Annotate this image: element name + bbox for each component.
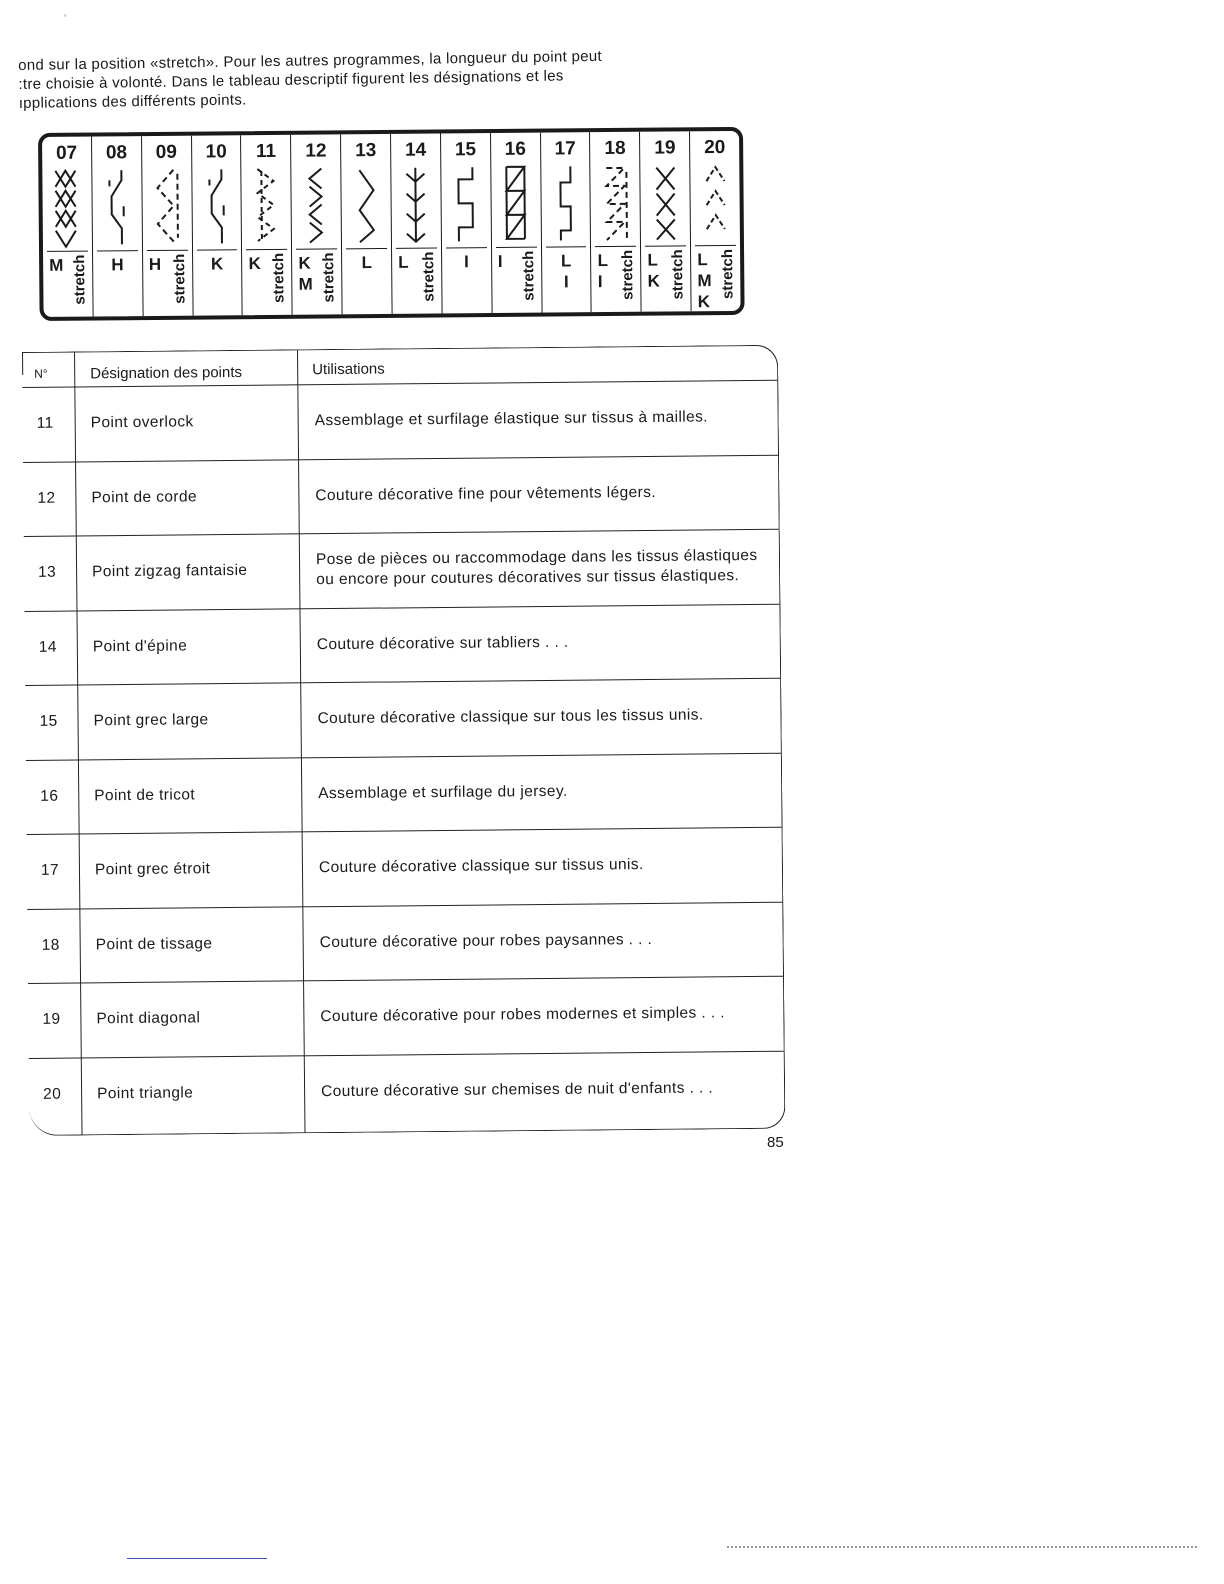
setting-letter: I — [497, 251, 503, 271]
stitch-number: 07 — [55, 142, 78, 164]
setting-letters — [697, 249, 712, 312]
stitch-number: 18 — [604, 137, 626, 160]
stitch-number: 08 — [105, 142, 128, 164]
table-row — [27, 901, 783, 984]
stitch-pattern-icon — [690, 161, 740, 243]
stitch-number-cell: 11 — [36, 414, 54, 433]
stitch-pattern-icon — [341, 164, 391, 246]
stitch-column-18 — [590, 132, 641, 312]
setting-letter: L — [597, 251, 609, 271]
stitch-number-cell: 15 — [39, 712, 58, 731]
setting-letters — [597, 250, 608, 292]
setting-letters — [298, 253, 313, 295]
panel-divider — [496, 247, 537, 248]
stitch-number-cell: 13 — [38, 563, 57, 582]
stitch-number: 20 — [704, 137, 726, 159]
stitch-number: 16 — [504, 138, 526, 160]
stitch-column-17 — [541, 132, 592, 312]
panel-divider — [595, 246, 636, 247]
stitch-pattern-icon — [192, 165, 242, 247]
setting-letter: L — [647, 250, 658, 270]
stitch-name-cell: Point zigzag fantaisie — [92, 562, 248, 581]
panel-divider — [396, 248, 437, 249]
page-number: 85 — [767, 1134, 784, 1151]
setting-letter: L — [560, 251, 572, 271]
stitch-column-12 — [291, 134, 342, 314]
stitch-column-15 — [441, 133, 492, 313]
panel-divider — [645, 245, 686, 246]
stretch-label: stretch — [619, 249, 637, 300]
setting-letter: K — [248, 254, 261, 274]
stitch-number: 12 — [305, 140, 327, 162]
table-row — [26, 752, 782, 835]
stitch-use-cell: Couture décorative sur tabliers . . . — [316, 633, 569, 653]
setting-letters — [248, 253, 260, 274]
table-row — [25, 678, 781, 761]
scan-mark: ʼ — [64, 14, 67, 25]
stitch-column-14 — [391, 133, 442, 313]
stitch-column-19 — [640, 131, 691, 311]
table-row — [22, 380, 778, 463]
table-row — [27, 827, 783, 910]
stitch-number-cell: 19 — [42, 1010, 61, 1029]
intro-line: ond sur la position «stretch». Pour les autres programmes, la longueur du point peut — [18, 47, 603, 74]
table-row — [28, 976, 784, 1059]
table-row — [23, 454, 779, 537]
underline-rule — [127, 1558, 267, 1559]
setting-letter: K — [647, 271, 660, 291]
stitch-number-cell: 17 — [40, 861, 60, 880]
panel-divider — [296, 248, 337, 249]
panel-divider — [47, 251, 88, 252]
stitch-name-cell: Point triangle — [97, 1084, 194, 1103]
stitch-designation-table — [22, 345, 785, 1136]
setting-letter: K — [298, 253, 311, 273]
setting-letter: K — [697, 292, 711, 312]
setting-letters — [342, 252, 391, 273]
stretch-label: stretch — [320, 252, 338, 303]
stitch-column-16 — [491, 133, 542, 313]
stitch-pattern-icon — [92, 166, 142, 248]
stretch-label: stretch — [519, 250, 538, 301]
panel-divider — [147, 250, 188, 251]
setting-letter: I — [597, 272, 603, 292]
panel-divider — [446, 247, 487, 248]
stitch-use-cell: Couture décorative pour robes modernes et simples . . . — [320, 1004, 725, 1026]
stitch-column-10 — [192, 135, 243, 315]
stitch-pattern-icon — [641, 161, 691, 243]
stitch-pattern-icon — [242, 165, 292, 247]
stitch-pattern-icon — [491, 163, 541, 245]
stitch-number: 15 — [454, 139, 477, 161]
stitch-use-cell: Assemblage et surfilage du jersey. — [318, 782, 568, 802]
stitch-use-cell: Couture décorative pour robes paysannes . . . — [319, 930, 653, 951]
stitch-number: 13 — [355, 140, 377, 162]
stitch-number-cell: 16 — [40, 787, 59, 805]
stitch-pattern-icon — [142, 166, 192, 248]
stitch-number-cell: 20 — [43, 1085, 62, 1103]
stretch-label: stretch — [669, 249, 687, 300]
setting-letter: K — [210, 254, 224, 274]
setting-letter: I — [563, 272, 569, 292]
header-number: N° — [34, 366, 48, 381]
stitch-column-09 — [142, 136, 193, 316]
stretch-label: stretch — [419, 251, 438, 302]
stitch-column-20 — [690, 131, 740, 311]
stitch-number: 10 — [205, 141, 227, 163]
setting-letters — [647, 250, 660, 292]
setting-letter: L — [361, 253, 373, 273]
dotted-rule — [727, 1546, 1197, 1548]
stitch-name-cell: Point grec large — [93, 711, 209, 730]
stitch-pattern-icon — [441, 163, 491, 245]
setting-letter: L — [398, 252, 409, 272]
stitch-column-07 — [42, 137, 93, 317]
stitch-number-cell: 12 — [37, 489, 56, 507]
header-designation: Désignation des points — [90, 363, 243, 383]
header-utilisations: Utilisations — [312, 360, 385, 379]
setting-letter: H — [148, 254, 162, 275]
panel-divider — [695, 245, 736, 246]
setting-letters — [498, 251, 503, 272]
stitch-name-cell: Point de corde — [91, 488, 198, 507]
setting-letters — [49, 255, 63, 276]
setting-letter: M — [49, 255, 64, 275]
stitch-use-cell: Assemblage et surfilage élastique sur tissus à mailles. — [314, 408, 709, 430]
panel-divider — [346, 248, 387, 249]
stitch-number: 14 — [404, 139, 427, 161]
stitch-use-cell: Couture décorative classique sur tissus unis. — [318, 856, 644, 877]
stitch-name-cell: Point grec étroit — [94, 860, 211, 879]
stretch-label: stretch — [270, 252, 288, 304]
setting-letters — [542, 250, 591, 292]
intro-line: ıpplications des différents points. — [18, 91, 247, 112]
stitch-pattern-icon — [42, 167, 92, 249]
setting-letter: H — [111, 255, 124, 275]
panel-divider — [97, 250, 138, 251]
setting-letter: I — [463, 252, 469, 272]
stitch-pattern-icon — [391, 163, 441, 245]
stitch-name-cell: Point overlock — [90, 413, 194, 432]
stitch-name-cell: Point d'épine — [92, 637, 188, 656]
setting-letters — [93, 254, 142, 275]
stitch-use-cell: Pose de pièces ou raccommodage dans les tissus élastiques ou encore pour coutures décoratives sur tissus élastiques. — [315, 547, 758, 589]
setting-letter: M — [298, 274, 313, 294]
stitch-column-08 — [92, 136, 143, 316]
intro-paragraph — [18, 45, 709, 113]
panel-divider — [546, 246, 587, 247]
stitch-number-cell: 14 — [38, 638, 57, 656]
stitch-use-cell: Couture décorative sur chemises de nuit d'enfants . . . — [321, 1079, 714, 1100]
panel-divider — [197, 249, 238, 250]
stitch-pattern-icon — [591, 162, 641, 244]
intro-line: :tre choisie à volonté. Dans le tableau descriptif figurent les désignations et les — [18, 67, 564, 93]
table-row — [29, 1050, 785, 1132]
stitch-pattern-icon — [292, 164, 342, 246]
setting-letter: L — [697, 250, 708, 270]
setting-letters — [193, 253, 242, 274]
setting-letters — [149, 254, 161, 275]
stretch-label: stretch — [170, 253, 189, 304]
stitch-use-cell: Couture décorative classique sur tous les tissus unis. — [317, 706, 704, 728]
stitch-number: 11 — [255, 140, 277, 163]
stitch-number-cell: 18 — [41, 936, 60, 954]
stitch-pattern-icon — [541, 162, 591, 244]
stitch-name-cell: Point diagonal — [96, 1009, 201, 1028]
stretch-label: stretch — [70, 254, 89, 305]
panel-divider — [246, 249, 287, 250]
stitch-column-11 — [241, 135, 292, 315]
stitch-selector-panel — [38, 127, 745, 321]
stitch-number: 17 — [554, 138, 576, 160]
stitch-number: 09 — [155, 141, 177, 163]
table-row — [24, 529, 780, 612]
setting-letters — [442, 251, 491, 272]
table-row — [24, 603, 780, 686]
stretch-label: stretch — [719, 248, 737, 300]
setting-letters — [398, 252, 409, 273]
stitch-column-13 — [341, 134, 392, 314]
stitch-name-cell: Point de tissage — [95, 934, 213, 954]
setting-letter: M — [697, 271, 712, 291]
stitch-number: 19 — [654, 137, 676, 159]
stitch-name-cell: Point de tricot — [94, 786, 196, 805]
stitch-use-cell: Couture décorative fine pour vêtements légers. — [315, 483, 657, 504]
